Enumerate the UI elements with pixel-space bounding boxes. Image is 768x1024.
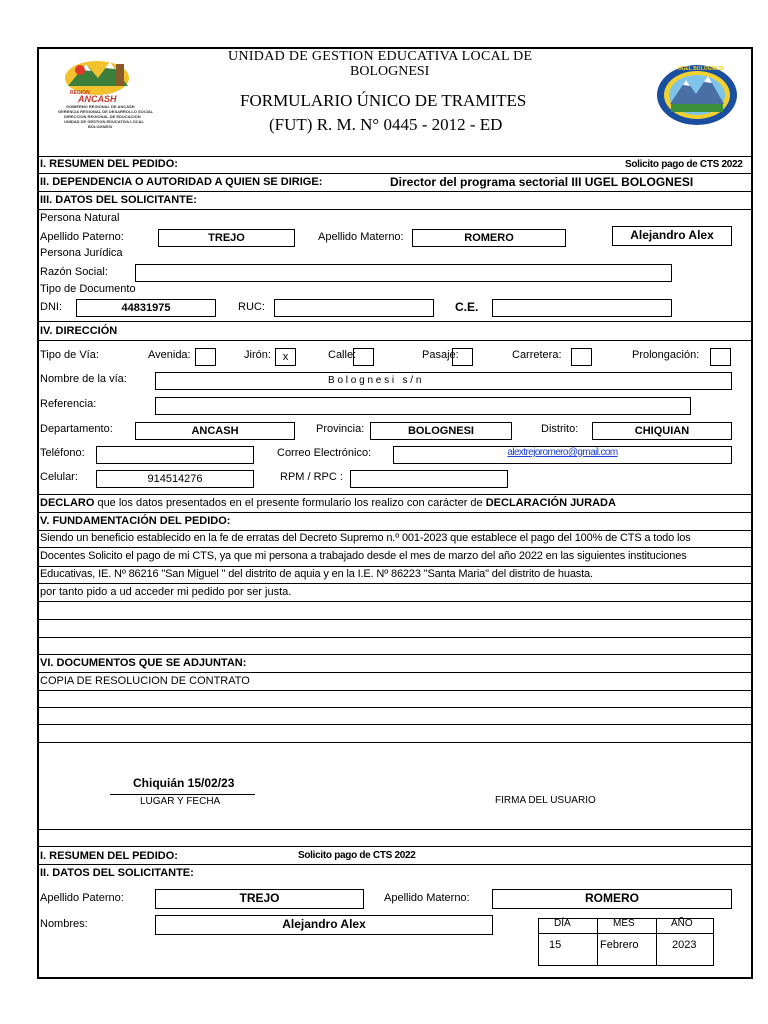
- logo-line-3: DIRECCION REGIONAL DE EDUCACION: [64, 114, 141, 119]
- nombres-field[interactable]: Alejandro Alex: [612, 226, 732, 246]
- section-solicitante-label: III. DATOS DEL SOLICITANTE:: [40, 194, 197, 206]
- rpm-field[interactable]: [350, 470, 508, 488]
- lugar-fecha-line: [110, 794, 255, 795]
- stub-resumen-label: I. RESUMEN DEL PEDIDO:: [40, 850, 178, 862]
- celular-field[interactable]: 914514276: [96, 470, 254, 488]
- jiron-checkbox[interactable]: x: [275, 348, 296, 366]
- declaro-word: DECLARO: [40, 497, 95, 509]
- logo-ancash: ANCASH: [78, 94, 117, 104]
- avenida-checkbox[interactable]: [195, 348, 216, 366]
- correo-label: Correo Electrónico:: [277, 447, 372, 459]
- rpm-label: RPM / RPC :: [280, 471, 343, 483]
- section-resumen-label: I. RESUMEN DEL PEDIDO:: [40, 158, 178, 170]
- ce-field[interactable]: [492, 299, 672, 317]
- pasaje-checkbox[interactable]: [452, 348, 473, 366]
- razon-social-field[interactable]: [135, 264, 672, 282]
- fundamentacion-line-3: Educativas, IE. Nº 86216 "San Miguel " del distrito de aquia y en la I.E. Nº 86223 "Santa Maria" del distrito de huasta.: [40, 568, 593, 580]
- carretera-checkbox[interactable]: [571, 348, 592, 366]
- declaro-text: que los datos presentados en el presente formulario los realizo con carácter de: [94, 497, 486, 509]
- prolongacion-checkbox[interactable]: [710, 348, 731, 366]
- ugel-emblem-icon: [656, 64, 738, 126]
- persona-natural-label: Persona Natural: [40, 212, 120, 224]
- stub-nombres-label: Nombres:: [40, 918, 88, 930]
- logo-line-2: GERENCIA REGIONAL DE DESARROLLO SOCIAL: [58, 109, 154, 114]
- ugel-logo-text: UGEL BOLOGNESI: [678, 66, 724, 72]
- telefono-label: Teléfono:: [40, 447, 85, 459]
- lugar-fecha-label: LUGAR Y FECHA: [140, 796, 221, 807]
- apellido-materno-label: Apellido Materno:: [318, 231, 404, 243]
- form-title-ref: (FUT) R. M. N° 0445 - 2012 - ED: [269, 115, 503, 134]
- calle-label: Calle:: [328, 349, 357, 361]
- celular-label: Celular:: [40, 471, 78, 483]
- referencia-label: Referencia:: [40, 398, 97, 410]
- dni-field[interactable]: 44831975: [76, 299, 216, 317]
- section-documentos-label: VI. DOCUMENTOS QUE SE ADJUNTAN:: [40, 657, 247, 669]
- fundamentacion-line-1: Siendo un beneficio establecido en la fe de erratas del Decreto Supremo n.º 001-2023 que establece el pago del 100% de CTS a todo los: [40, 532, 691, 544]
- ugel-logo: [656, 64, 738, 126]
- departamento-field[interactable]: ANCASH: [135, 422, 295, 440]
- org-line-1: UNIDAD DE GESTION EDUCATIVA LOCAL DE: [228, 49, 533, 64]
- resumen-value: Solicito pago de CTS 2022: [625, 159, 743, 170]
- razon-social-label: Razón Social:: [40, 266, 108, 278]
- date-value-mes: Febrero: [600, 939, 639, 951]
- section-direccion-label: IV. DIRECCIÓN: [40, 325, 118, 337]
- departamento-label: Departamento:: [40, 423, 113, 435]
- fundamentacion-line-2: Docentes Solicito el pago de mi CTS, ya que mi persona a trabajado desde el mes de marzo del año 2022 en las siguientes instituciones: [40, 550, 687, 562]
- jiron-label: Jirón:: [244, 349, 271, 361]
- stub-resumen-value: Solicito pago de CTS 2022: [298, 850, 416, 861]
- provincia-label: Provincia:: [316, 423, 365, 435]
- calle-checkbox[interactable]: [353, 348, 374, 366]
- ruc-field[interactable]: [274, 299, 434, 317]
- persona-juridica-label: Persona Jurídica: [40, 247, 123, 259]
- fundamentacion-line-4: por tanto pido a ud acceder mi pedido por ser justa.: [40, 586, 292, 598]
- telefono-field[interactable]: [96, 446, 254, 464]
- section-fundamentacion-label: V. FUNDAMENTACIÓN DEL PEDIDO:: [40, 515, 231, 527]
- tipo-documento-label: Tipo de Documento: [40, 283, 136, 295]
- firma-usuario-label: FIRMA DEL USUARIO: [495, 795, 596, 806]
- lugar-fecha-value: Chiquián 15/02/23: [133, 776, 235, 790]
- apellido-paterno-label: Apellido Paterno:: [40, 231, 124, 243]
- carretera-label: Carretera:: [512, 349, 562, 361]
- ancash-logo: [58, 56, 154, 132]
- section-dependencia-label: II. DEPENDENCIA O AUTORIDAD A QUIEN SE DIRIGE:: [40, 176, 323, 188]
- date-table-divider-v2: [656, 918, 657, 966]
- date-header-mes: MES: [613, 918, 635, 929]
- declaracion-jurada-word: DECLARACIÓN JURADA: [485, 497, 616, 509]
- org-line-2: BOLOGNESI: [350, 64, 430, 79]
- pasaje-label: Pasaje:: [422, 349, 459, 361]
- date-header-dia: DÍA: [554, 918, 571, 929]
- logo-line-4: UNIDAD DE GESTION EDUCATIVA LOCAL: [64, 119, 144, 124]
- prolongacion-label: Prolongación:: [632, 349, 700, 361]
- documento-item-1: COPIA DE RESOLUCION DE CONTRATO: [40, 675, 250, 687]
- correo-field[interactable]: alextrejoromero@gmail.com: [393, 446, 732, 464]
- stub-solicitante-label: II. DATOS DEL SOLICITANTE:: [40, 867, 194, 879]
- date-table-divider-h: [538, 933, 714, 934]
- avenida-label: Avenida:: [148, 349, 191, 361]
- provincia-field[interactable]: BOLOGNESI: [370, 422, 512, 440]
- date-value-dia: 15: [549, 939, 562, 951]
- stub-apellido-materno-field[interactable]: ROMERO: [492, 889, 732, 909]
- apellido-paterno-field[interactable]: TREJO: [158, 229, 295, 247]
- logo-line-5: BOLOGNESI: [88, 124, 113, 129]
- apellido-materno-field[interactable]: ROMERO: [412, 229, 566, 247]
- stub-apellido-materno-label: Apellido Materno:: [384, 892, 470, 904]
- logo-line-1: GOBIERNO REGIONAL DE ANCASH: [66, 104, 135, 109]
- dni-label: DNI:: [40, 301, 62, 313]
- nombre-via-label: Nombre de la vía:: [40, 373, 127, 385]
- referencia-field[interactable]: [155, 397, 691, 415]
- distrito-field[interactable]: CHIQUIAN: [592, 422, 732, 440]
- distrito-label: Distrito:: [541, 423, 579, 435]
- stub-nombres-field[interactable]: Alejandro Alex: [155, 915, 493, 935]
- logo-region: REGION: [70, 90, 90, 96]
- ruc-label: RUC:: [238, 301, 265, 313]
- stub-apellido-paterno-field[interactable]: TREJO: [155, 889, 364, 909]
- tipo-via-label: Tipo de Vía:: [40, 349, 99, 361]
- nombre-via-field[interactable]: B o l o g n e s i s / n: [155, 372, 732, 390]
- date-header-ano: AÑO: [671, 918, 693, 929]
- ce-label: C.E.: [455, 300, 479, 314]
- declaro-statement: [40, 497, 616, 509]
- form-title: FORMULARIO ÚNICO DE TRAMITES: [240, 91, 527, 110]
- date-value-ano: 2023: [672, 939, 697, 951]
- date-table-divider-v1: [597, 918, 598, 966]
- dependencia-value: Director del programa sectorial III UGEL BOLOGNESI: [390, 175, 694, 189]
- stub-apellido-paterno-label: Apellido Paterno:: [40, 892, 124, 904]
